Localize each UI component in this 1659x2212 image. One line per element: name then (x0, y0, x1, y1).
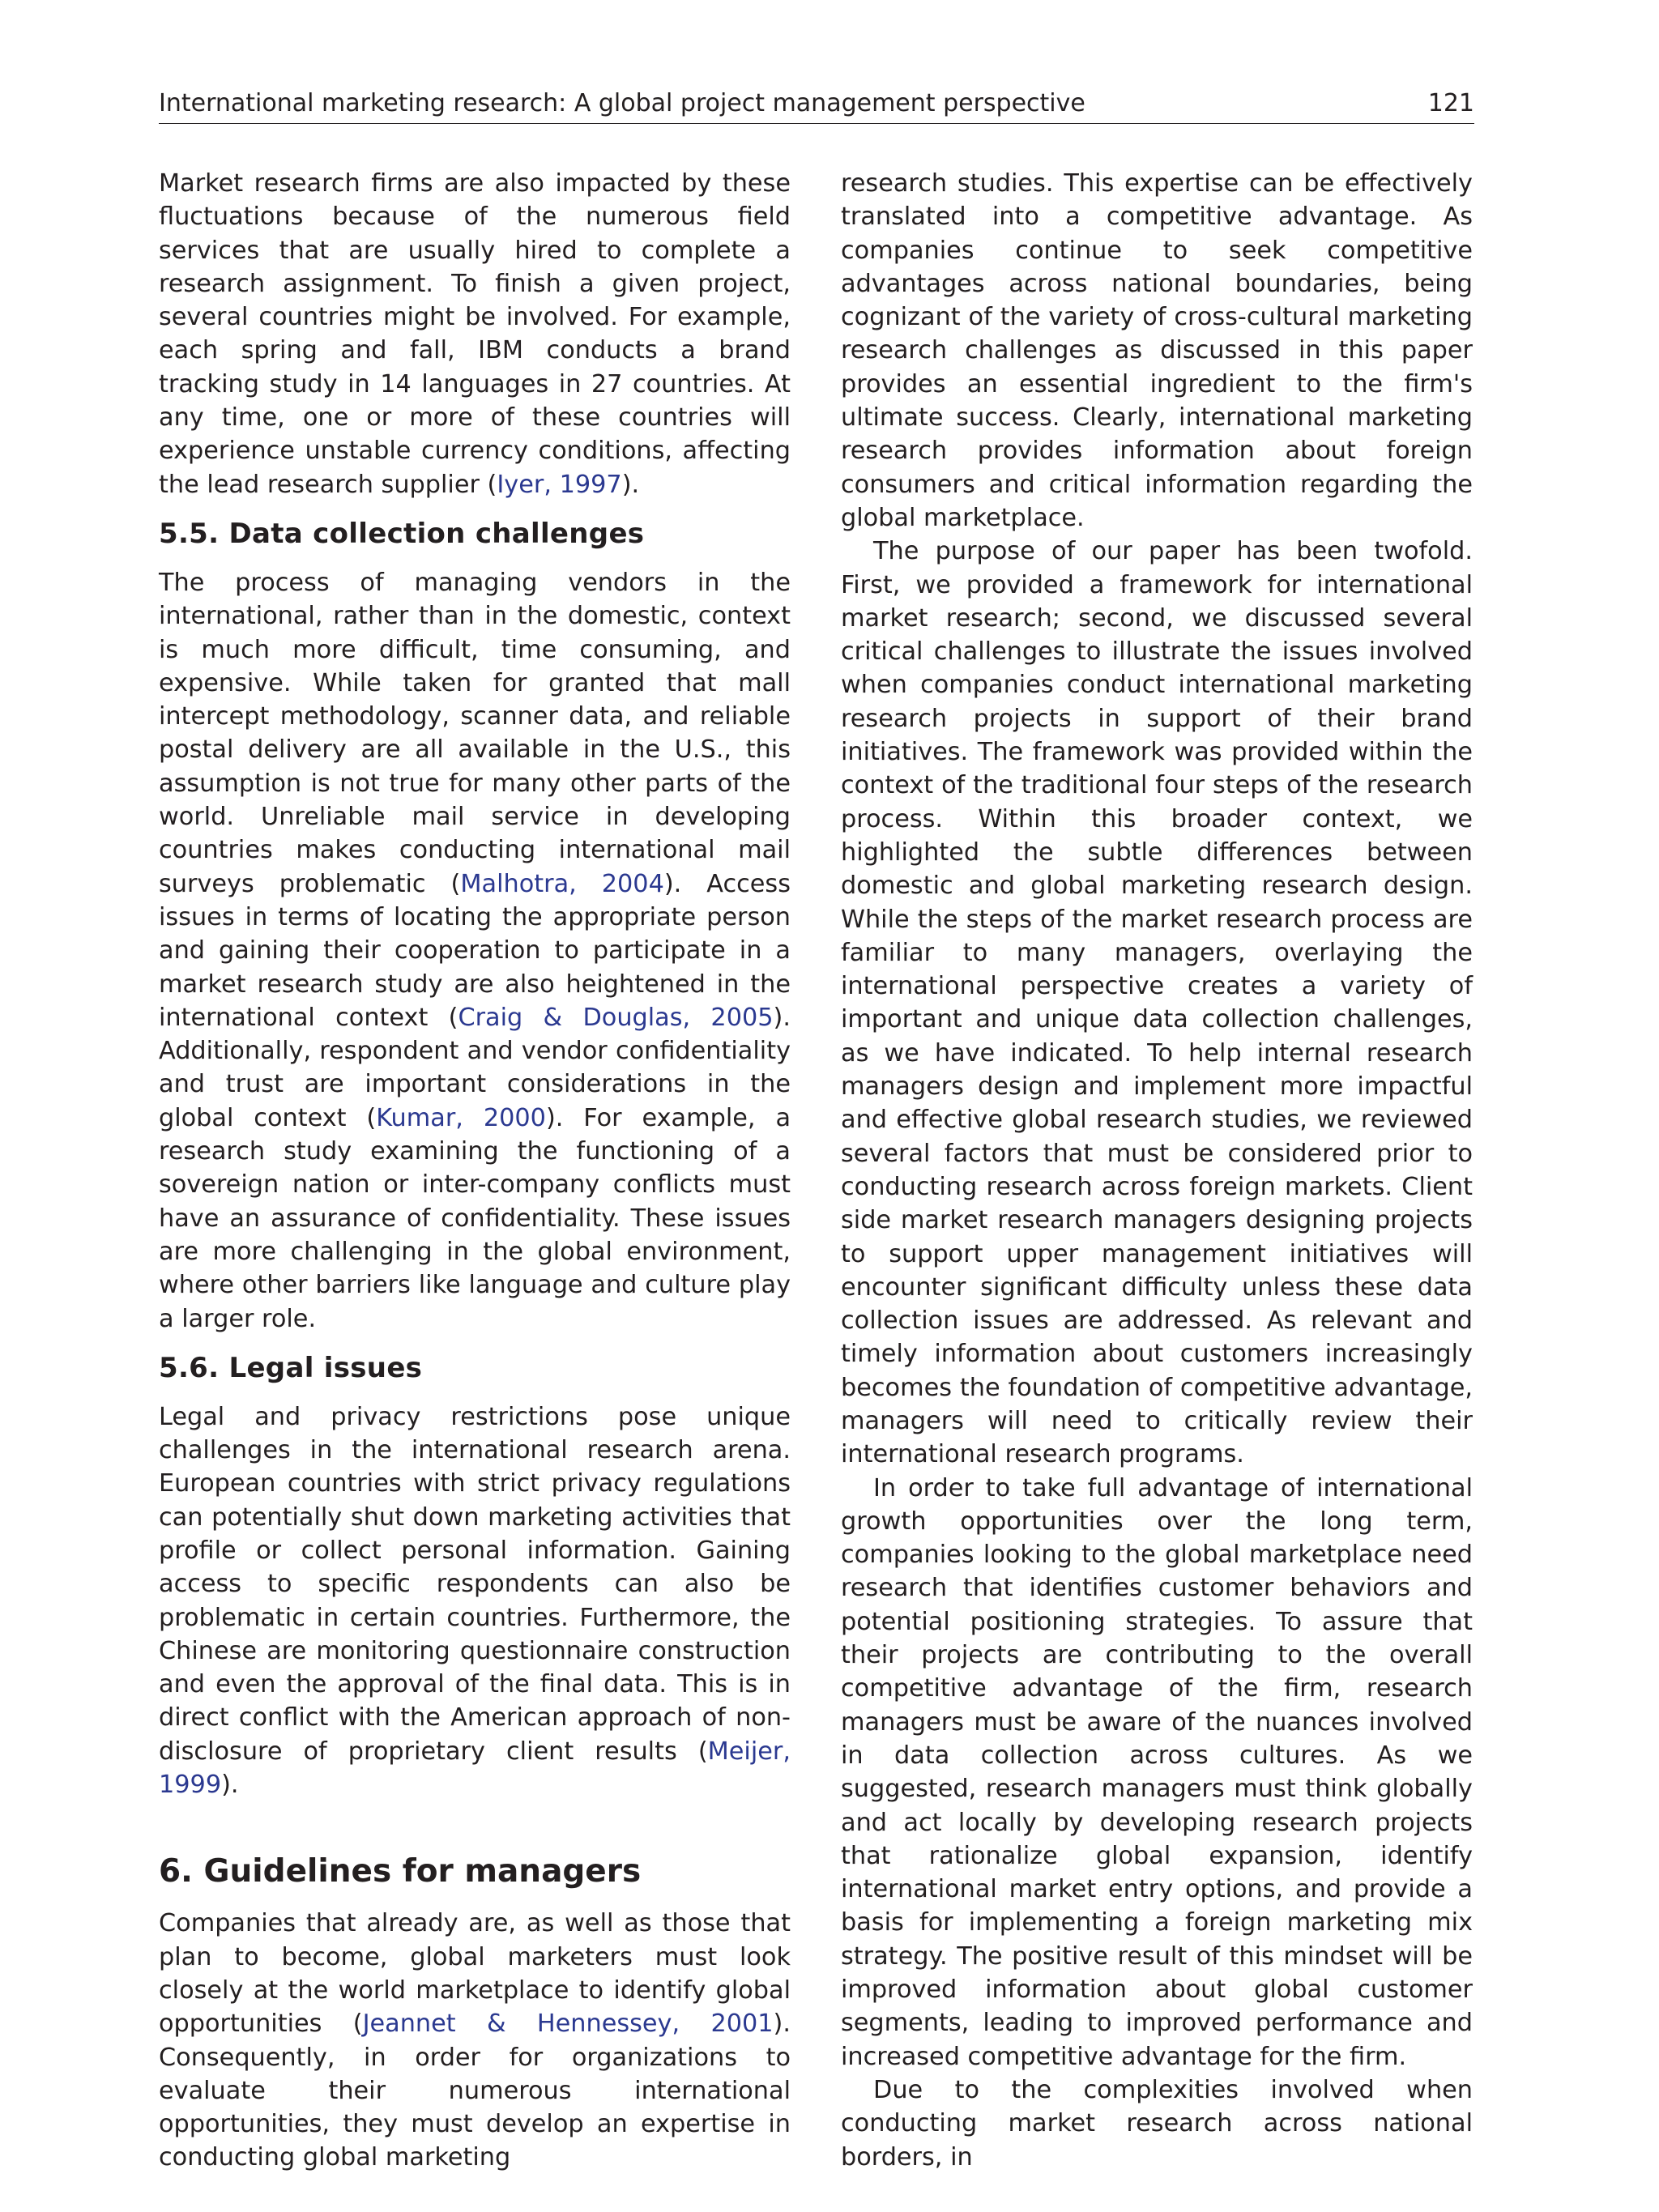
citation-meijer-1999[interactable]: Meijer, 1999 (159, 1737, 791, 1800)
citation-craig-douglas-2005[interactable]: Craig & Douglas, 2005 (458, 1003, 774, 1032)
citation-malhotra-2004[interactable]: Malhotra, 2004 (460, 869, 664, 898)
heading-data-collection-challenges: 5.5. Data collection challenges (159, 517, 645, 550)
heading-legal-issues: 5.6. Legal issues (159, 1351, 423, 1384)
citation-jeannet-hennessey-2001[interactable]: Jeannet & Hennessey, 2001 (362, 2010, 774, 2039)
paragraph-currency: Market research firms are also impacted by these fluctuations because of the numerous field services that are usually hired to complete a research assignment. To finish a given project, several countries might be involved. For example, each spring and fall, IBM conducts a brand tracking study in 14 languages in 27 countries. At any time, one or more of these countries will experience unstable currency conditions, affecting the lead research supplier (Iyer, 1997). (159, 169, 791, 499)
right-column (841, 167, 1473, 2174)
citation-iyer-1997[interactable]: Iyer, 1997 (497, 470, 622, 499)
paragraph-purpose: The purpose of our paper has been twofold. First, we provided a framework for international market research; second, we discussed several critical challenges to illustrate the issues involved when companies conduct international marketing research projects in support of their brand initiatives. The framework was provided within the context of the traditional four steps of the research process. Within this broader context, we highlighted the subtle differences between domestic and global marketing research design. While the steps of the market research process are familiar to many managers, overlaying the international perspective creates a variety of important and unique data collection challenges, as we have indicated. To help internal research managers design and implement more impactful and effective global research studies, we reviewed several factors that must be considered prior to conducting research across foreign markets. Client side market research managers designing projects to support upper management initiatives will encounter significant difficulty unless these data collection issues are addressed. As relevant and timely information about customers increasingly becomes the foundation of competitive advantage, managers will need to critically review their international research programs. (841, 537, 1473, 1469)
paragraph-expertise: research studies. This expertise can be effectively translated into a competitive advantage. As companies continue to seek competitive advantages across national boundaries, being cognizant of the variety of cross-cultural marketing research challenges as discussed in this paper provides an essential ingredient to the firm's ultimate success. Clearly, international marketing research provides information about foreign consumers and critical information regarding the global marketplace. (841, 169, 1473, 532)
paragraph-data-collection: The process of managing vendors in the international, rather than in the domestic, context is much more difficult, time consuming, and expensive. While taken for granted that mall intercept methodology, scanner data, and reliable postal delivery are all available in the U.S., this assumption is not true for many other parts of the world. Unreliable mail service in developing countries makes conducting international mail surveys problematic (Malhotra, 2004). Access issues in terms of locating the appropriate person and gaining their cooperation to participate in a market research study are also heightened in the international context (Craig & Douglas, 2005). Additionally, respondent and vendor confidentiality and trust are important considerations in the global context (Kumar, 2000). For example, a research study examining the functioning of a sovereign nation or inter-company conflicts must have an assurance of confidentiality. These issues are more challenging in the global environment, where other barriers like language and culture play a larger role. (159, 568, 791, 1333)
citation-kumar-2000[interactable]: Kumar, 2000 (376, 1103, 546, 1132)
heading-guidelines-for-managers: 6. Guidelines for managers (159, 1853, 642, 1890)
running-head (159, 87, 1474, 124)
paragraph-complexities: Due to the complexities involved when conducting market research across national borders, in (841, 2075, 1473, 2172)
paragraph-guidelines: Companies that already are, as well as those that plan to become, global marketers must look closely at the world marketplace to identify global opportunities (Jeannet & Hennessey, 2001). Consequently, in order for organizations to evaluate their numerous international opportunities, they must develop an expertise in conducting global marketing (159, 1909, 791, 2172)
paragraph-growth-opportunities: In order to take full advantage of international growth opportunities over the long term, companies looking to the global marketplace need research that identifies customer behaviors and potential positioning strategies. To assure that their projects are contributing to the overall competitive advantage of the firm, research managers must be aware of the nuances involved in data collection across cultures. As we suggested, research managers must think globally and act locally by developing research projects that rationalize global expansion, identify international market entry options, and provide a basis for implementing a foreign marketing mix strategy. The positive result of this mindset will be improved information about global customer segments, leading to improved performance and increased competitive advantage for the firm. (841, 1473, 1473, 2071)
paragraph-legal: Legal and privacy restrictions pose unique challenges in the international research arena. European countries with strict privacy regulations can potentially shut down marketing activities that profile or collect personal information. Gaining access to specific respondents can also be problematic in certain countries. Furthermore, the Chinese are monitoring questionnaire construction and even the approval of the final data. This is in direct conflict with the American approach of non-disclosure of proprietary client results (Meijer, 1999). (159, 1402, 791, 1800)
page-number: 121 (1427, 89, 1474, 117)
left-column (159, 167, 791, 2175)
running-title: International marketing research: A global project management perspective (159, 89, 1085, 117)
